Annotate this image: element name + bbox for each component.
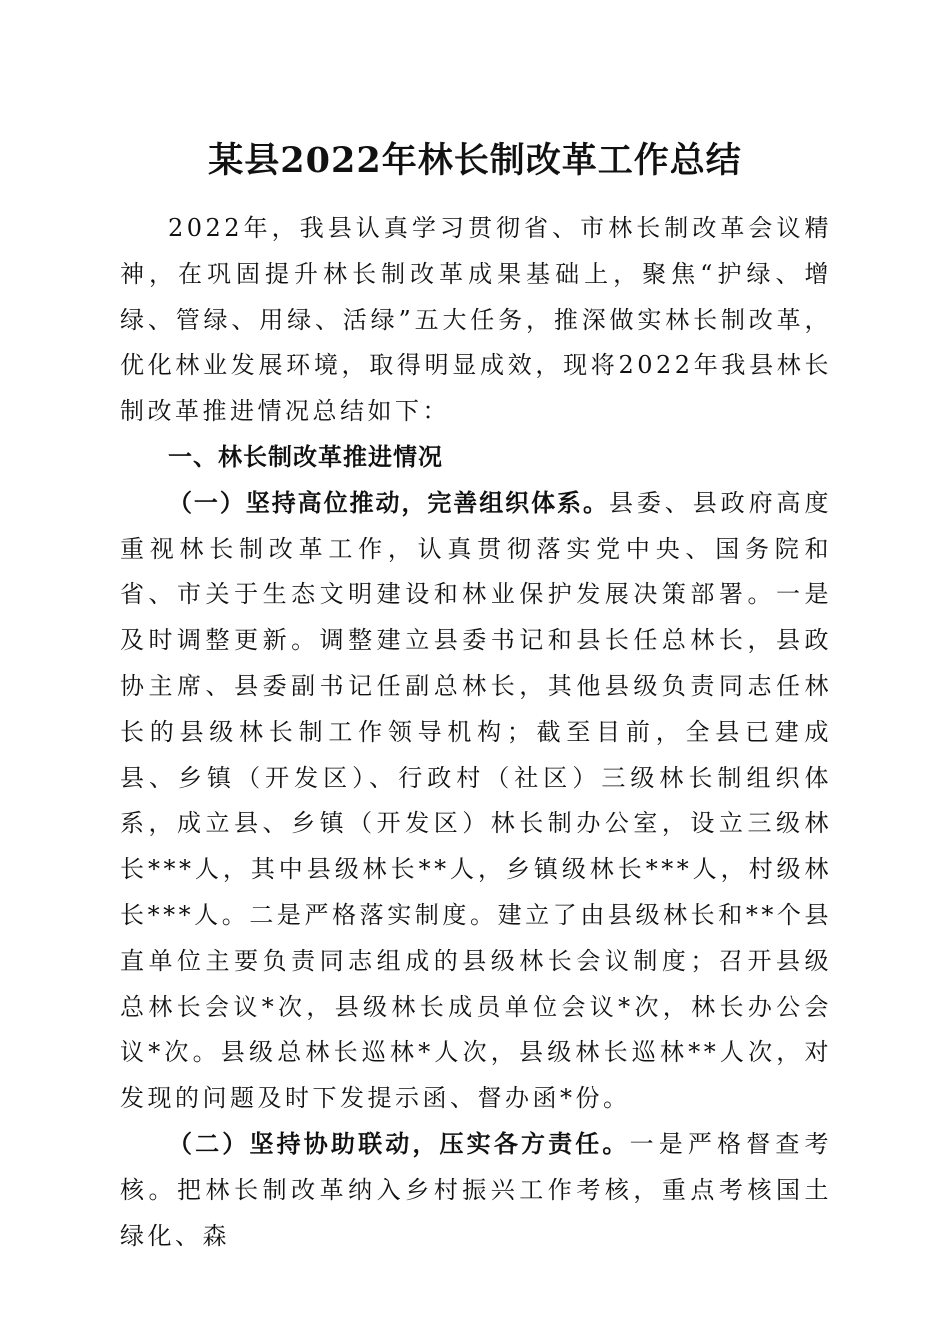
- subsection-1-lead: （一）坚持高位推动，完善组织体系。: [168, 488, 609, 517]
- document-title: 某县2022年林长制改革工作总结: [208, 140, 742, 181]
- subsection-2-lead: （二）坚持协助联动，压实各方责任。: [168, 1129, 630, 1158]
- subsection-2-paragraph: [120, 1122, 832, 1259]
- subsection-1-paragraph: [120, 481, 832, 1122]
- section-heading: 一、林长制改革推进情况: [168, 442, 443, 471]
- subsection-2-body: 一是严格督查考核。把林长制改革纳入乡村振兴工作考核，重点考核国土绿化、森: [120, 1129, 833, 1250]
- intro-paragraph: 2022年，我县认真学习贯彻省、市林长制改革会议精神，在巩固提升林长制改革成果基础上，聚焦“护绿、增绿、管绿、用绿、活绿”五大任务，推深做实林长制改革，优化林业发展环境，取得明显成效，现将2022年我县林长制改革推进情况总结如下：: [120, 214, 832, 426]
- document-body: [120, 206, 832, 1259]
- subsection-1-body: 县委、县政府高度重视林长制改革工作，认真贯彻落实党中央、国务院和省、市关于生态文明建设和林业保护发展决策部署。一是及时调整更新。调整建立县委书记和县长任总林长，县政协主席、县委副书记任副总林长，其他县级负责同志任林长的县级林长制工作领导机构；截至目前，全县已建成县、乡镇（开发区）、行政村（社区）三级林长制组织体系，成立县、乡镇（开发区）林长制办公室，设立三级林长***人，其中县级林长**人，乡镇级林长***人，村级林长***人。二是严格落实制度。建立了由县级林长和**个县直单位主要负责同志组成的县级林长会议制度；召开县级总林长会议*次，县级林长成员单位会议*次，林长办公会议*次。县级总林长巡林*人次，县级林长巡林**人次，对发现的问题及时下发提示函、督办函*份。: [120, 488, 832, 1113]
